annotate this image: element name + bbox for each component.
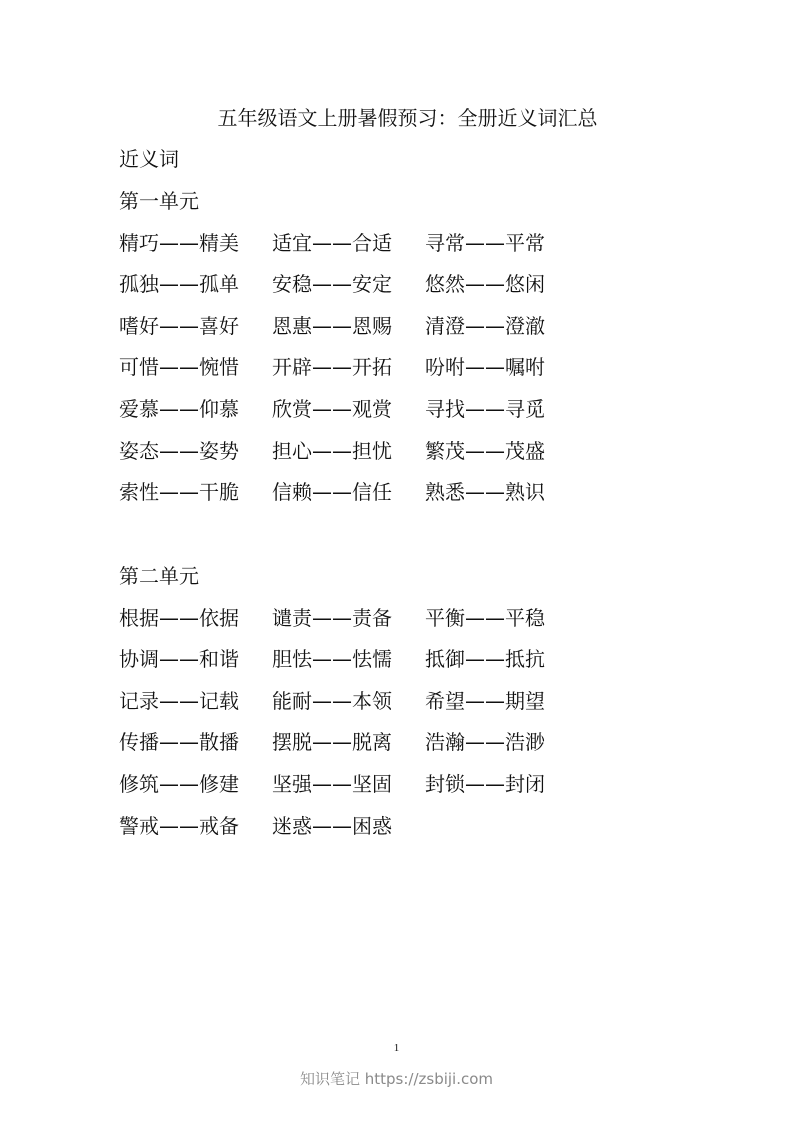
synonym-pair: 安稳——安定 [272,272,392,296]
synonym-pair: 修筑——修建 [119,772,239,796]
synonym-pair: 寻找——寻觅 [425,397,545,421]
synonym-pair: 清澄——澄澈 [425,314,545,338]
synonym-pair: 谴责——责备 [272,606,392,630]
unit-heading: 第一单元 [119,189,199,213]
document-title: 五年级语文上册暑假预习：全册近义词汇总 [217,106,598,130]
unit-heading: 第二单元 [119,564,199,588]
synonym-pair: 坚强——坚固 [272,772,392,796]
synonym-pair: 精巧——精美 [119,231,239,255]
synonym-pair: 繁茂——茂盛 [425,439,545,463]
synonym-pair: 适宜——合适 [272,231,392,255]
synonym-pair: 希望——期望 [425,689,545,713]
synonym-pair: 浩瀚——浩渺 [425,730,545,754]
synonym-pair: 胆怯——怯懦 [272,647,392,671]
synonym-pair: 封锁——封闭 [425,772,545,796]
synonym-pair: 恩惠——恩赐 [272,314,392,338]
section-label: 近义词 [119,147,179,171]
synonym-pair: 吩咐——嘱咐 [425,355,545,379]
page-number: 1 [393,1042,400,1054]
synonym-pair: 摆脱——脱离 [272,730,392,754]
synonym-pair: 孤独——孤单 [119,272,239,296]
synonym-pair: 能耐——本领 [272,689,392,713]
synonym-pair: 姿态——姿势 [119,439,239,463]
synonym-pair: 担心——担忧 [272,439,392,463]
synonym-pair: 嗜好——喜好 [119,314,239,338]
synonym-pair: 索性——干脆 [119,480,239,504]
synonym-pair: 抵御——抵抗 [425,647,545,671]
synonym-pair: 平衡——平稳 [425,606,545,630]
synonym-pair: 传播——散播 [119,730,239,754]
synonym-pair: 爱慕——仰慕 [119,397,239,421]
synonym-pair: 警戒——戒备 [119,814,239,838]
synonym-pair: 寻常——平常 [425,231,545,255]
synonym-pair: 可惜——惋惜 [119,355,239,379]
synonym-pair: 协调——和谐 [119,647,239,671]
synonym-pair: 信赖——信任 [272,480,392,504]
synonym-pair: 欣赏——观赏 [272,397,392,421]
synonym-pair: 熟悉——熟识 [425,480,545,504]
synonym-pair: 根据——依据 [119,606,239,630]
synonym-pair: 开辟——开拓 [272,355,392,379]
synonym-pair: 迷惑——困惑 [272,814,392,838]
watermark-text: 知识笔记 https://zsbiji.com [299,1070,494,1088]
synonym-pair: 悠然——悠闲 [425,272,545,296]
synonym-pair: 记录——记载 [119,689,239,713]
